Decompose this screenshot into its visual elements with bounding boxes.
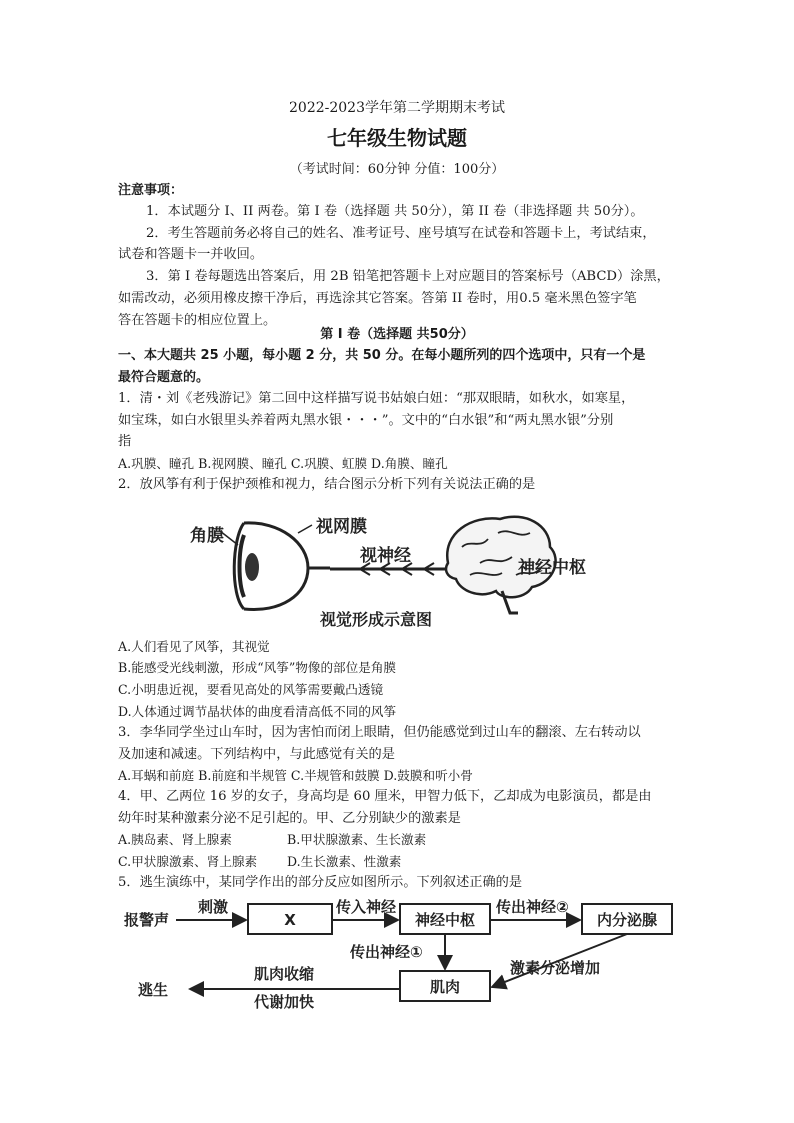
q3-line-2: 及加速和减速。下列结构中，与此感觉有关的是 — [118, 747, 395, 762]
part1-instruction-2: 最符合题意的。 — [118, 370, 210, 385]
label-cornea: 角膜 — [190, 526, 224, 546]
notes-heading: 注意事项： — [118, 183, 184, 198]
q4-option-b: B.甲状腺激素、生长激素 — [287, 832, 427, 847]
note-line-6: 答在答题卡的相应位置上。 — [118, 313, 277, 328]
reflex-flow-diagram — [118, 895, 678, 1015]
flow-efferent1: 传出神经① — [350, 943, 423, 961]
flow-muscle: 肌肉 — [429, 978, 461, 996]
flow-alarm: 报警声 — [124, 911, 170, 929]
q2-option-c: C.小明患近视，要看见高处的风筝需要戴凸透镜 — [118, 682, 384, 697]
exam-info: （考试时间：60分钟 分值：100分） — [289, 162, 505, 177]
flow-center: 神经中枢 — [414, 911, 476, 929]
q1-line-2: 如宝珠，如白水银里头养着两丸黑水银・・・”。文中的“白水银”和“两丸黑水银”分别 — [118, 413, 614, 428]
q2-stem: 2．放风筝有利于保护颈椎和视力，结合图示分析下列有关说法正确的是 — [118, 477, 536, 492]
q4-option-d: D.生长激素、性激素 — [287, 854, 402, 869]
q3-options: A.耳蜗和前庭 B.前庭和半规管 C.半规管和鼓膜 D.鼓膜和听小骨 — [118, 768, 473, 783]
flow-x-label: X — [284, 911, 296, 929]
q4-line-1: 4．甲、乙两位 16 岁的女子，身高均是 60 厘米，甲智力低下，乙却成为电影演员，都是由 — [118, 789, 652, 804]
q2-option-a: A.人们看见了风筝，其视觉 — [118, 639, 270, 654]
flow-endocrine: 内分泌腺 — [596, 911, 658, 929]
eyeball-figure — [220, 523, 330, 610]
label-optic-nerve: 视神经 — [360, 546, 411, 566]
flow-escape: 逃生 — [138, 981, 169, 999]
q5-stem: 5．逃生演练中，某同学作出的部分反应如图所示。下列叙述正确的是 — [118, 875, 523, 890]
flow-muscle-effect-1: 肌肉收缩 — [254, 965, 315, 983]
part1-title: 第 I 卷（选择题 共50分） — [320, 327, 474, 342]
vision-diagram — [180, 503, 620, 633]
q4-line-2: 幼年时某种激素分泌不足引起的。甲、乙分别缺少的激素是 — [118, 811, 461, 826]
part1-instruction-1: 一、本大题共 25 小题，每小题 2 分，共 50 分。在每小题所列的四个选项中，只有一个是 — [118, 348, 646, 363]
label-nerve-center: 神经中枢 — [518, 558, 586, 578]
note-line-4: 3．第 I 卷每题选出答案后，用 2B 铅笔把答题卡上对应题目的答案标号（ABCD）涂黑， — [146, 269, 670, 284]
subject-title: 七年级生物试题 — [327, 126, 467, 150]
flow-afferent: 传入神经 — [336, 898, 397, 916]
note-line-2: 2．考生答题前务必将自己的姓名、准考证号、座号填写在试卷和答题卡上，考试结束， — [146, 226, 656, 241]
label-retina: 视网膜 — [316, 517, 367, 537]
q1-options: A.巩膜、瞳孔 B.视网膜、瞳孔 C.巩膜、虹膜 D.角膜、瞳孔 — [118, 456, 448, 471]
note-line-1: 1．本试题分 I、II 两卷。第 I 卷（选择题 共 50分），第 II 卷（非选择题 共 50分）。 — [146, 204, 644, 219]
note-line-5: 如需改动，必须用橡皮擦干净后，再选涂其它答案。答第 II 卷时，用0.5 毫米黑色签字笔 — [118, 291, 637, 306]
flow-efferent2: 传出神经② — [496, 898, 569, 916]
q1-line-1: 1．清・刘《老残游记》第二回中这样描写说书姑娘白妞：“那双眼睛，如秋水，如寒星， — [118, 391, 635, 406]
flow-muscle-effect-2: 代谢加快 — [254, 993, 315, 1011]
exam-title: 2022-2023学年第二学期期末考试 — [289, 100, 505, 116]
q1-line-3: 指 — [118, 434, 132, 449]
q4-option-c: C.甲状腺激素、肾上腺素 — [118, 854, 258, 869]
q4-option-a: A.胰岛素、肾上腺素 — [118, 832, 232, 847]
flow-hormone: 激素分泌增加 — [510, 959, 601, 977]
note-line-3: 试卷和答题卡一并收回。 — [118, 247, 264, 262]
q2-option-b: B.能感受光线刺激，形成“风筝”物像的部位是角膜 — [118, 660, 397, 675]
flow-stimulus: 刺激 — [198, 898, 229, 916]
q2-option-d: D.人体通过调节晶状体的曲度看清高低不同的风筝 — [118, 704, 397, 719]
diagram-caption: 视觉形成示意图 — [320, 610, 433, 629]
q3-line-1: 3．李华同学坐过山车时，因为害怕而闭上眼睛，但仍能感觉到过山车的翻滚、左右转动以 — [118, 725, 641, 740]
